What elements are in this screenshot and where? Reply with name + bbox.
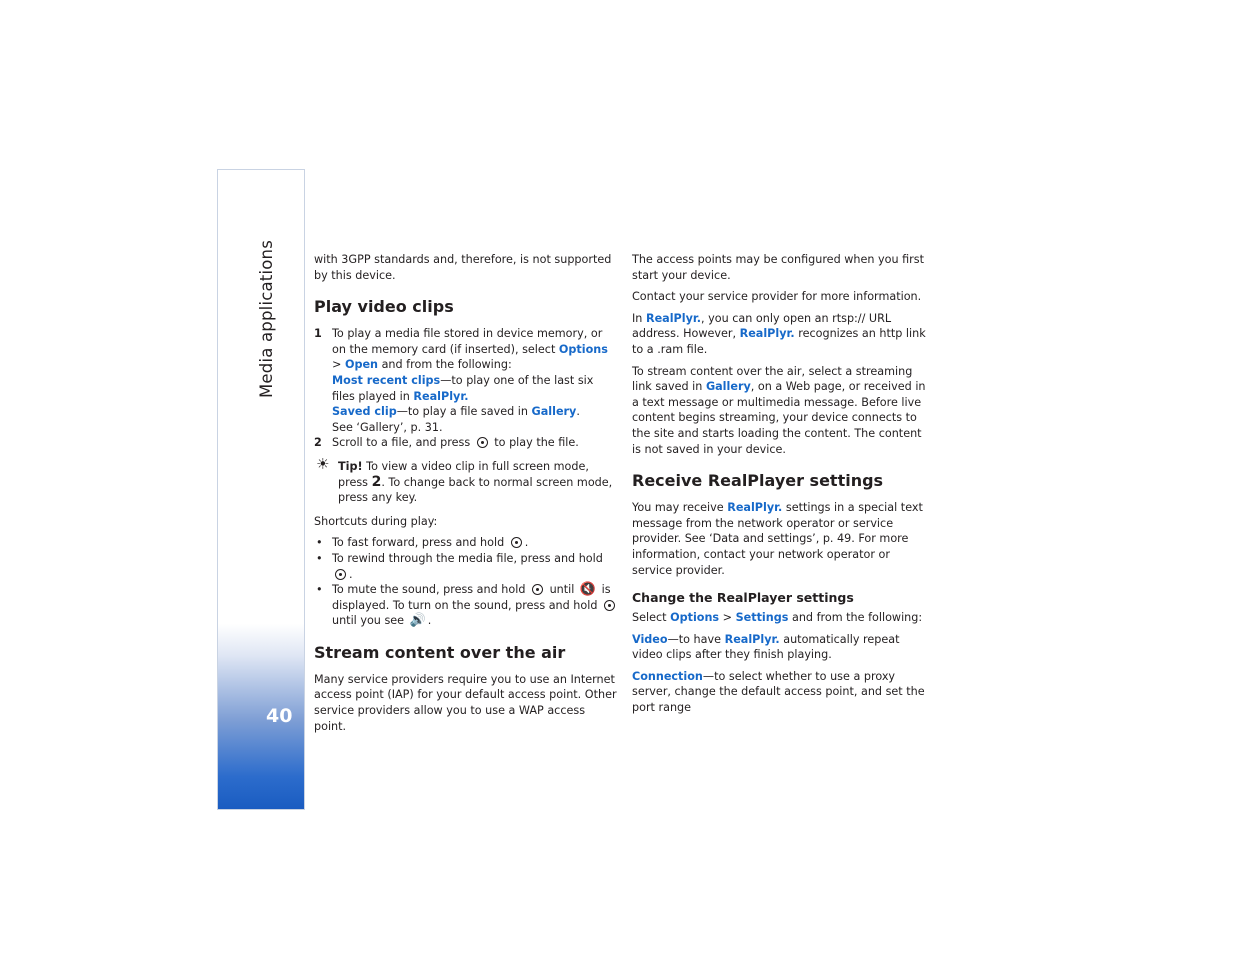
stream-paragraph: Many service providers require you to use an Internet access point (IAP) for your default access point. Other service providers allow you to use a WAP access point. (314, 672, 617, 733)
rtsp-paragraph: In RealPlyr., you can only open an rtsp:// URL address. However, RealPlyr. recognizes an http link to a .ram file. (632, 311, 926, 356)
receive-paragraph: You may receive RealPlyr. settings in a special text message from the network operator or service provider. See ‘Data and settings’, p. 49. For more information, contact your network operator or service provider. (632, 501, 923, 577)
gallery-link[interactable]: Gallery (531, 405, 577, 419)
realplyr-link[interactable]: RealPlyr. (727, 501, 783, 515)
right-column (632, 252, 932, 722)
realplyr-link[interactable]: RealPlyr. (724, 632, 780, 646)
mute-icon: 🔇 (579, 582, 597, 598)
realplyr-link[interactable]: RealPlyr. (739, 327, 795, 341)
heading-receive-settings: Receive RealPlayer settings (632, 471, 884, 491)
access-points-paragraph: The access points may be configured when you first start your device. (632, 253, 924, 282)
navi-key-left-icon (532, 584, 543, 595)
navi-key-down-icon (335, 569, 346, 580)
left-column (314, 252, 619, 740)
options-link[interactable]: Options (670, 611, 720, 625)
select-paragraph: Select Options > Settings and from the following: (632, 611, 923, 625)
shortcuts-label: Shortcuts during play: (314, 514, 438, 528)
navi-key-up-icon (511, 537, 522, 548)
contact-paragraph: Contact your service provider for more information. (632, 290, 922, 304)
realplyr-link[interactable]: RealPlyr. (413, 389, 469, 403)
tip-label: Tip! (338, 459, 363, 473)
list-item: • To fast forward, press and hold . (314, 535, 619, 551)
gallery-link[interactable]: Gallery (705, 380, 751, 394)
step-2: 2 Scroll to a file, and press to play the file. (314, 436, 579, 450)
connection-setting-paragraph: Connection—to select whether to use a proxy server, change the default access point, and set the port range (632, 669, 925, 715)
heading-play-video-clips: Play video clips (314, 297, 454, 317)
speaker-icon: 🔊 (409, 613, 426, 629)
step-number: 1 (314, 327, 322, 341)
intro-paragraph: with 3GPP standards and, therefore, is not supported by this device. (314, 253, 612, 282)
connection-link[interactable]: Connection (632, 669, 703, 683)
navi-key-icon (477, 437, 488, 448)
realplyr-link[interactable]: RealPlyr. (645, 311, 702, 325)
tip-lightbulb-icon: ☀ (316, 454, 330, 473)
video-link[interactable]: Video (632, 632, 668, 646)
page-number: 40 (266, 705, 293, 727)
key-2-icon: 2 (371, 473, 382, 490)
shortcut-list (314, 535, 619, 629)
heading-change-settings: Change the RealPlayer settings (632, 590, 854, 606)
list-item: • To rewind through the media file, press and hold . (314, 551, 619, 582)
video-setting-paragraph: Video—to have RealPlyr. automatically repeat video clips after they finish playing. (632, 632, 900, 662)
heading-stream-content: Stream content over the air (314, 642, 566, 662)
tip-box: ☀ Tip! To view a video clip in full screen mode, press 2. To change back to normal screen mode, press any key. (316, 454, 613, 505)
most-recent-clips-link[interactable]: Most recent clips (332, 373, 441, 387)
navi-key-right-icon (604, 600, 615, 611)
settings-link[interactable]: Settings (735, 611, 789, 625)
saved-clip-link[interactable]: Saved clip (332, 405, 397, 419)
list-item: • To mute the sound, press and hold until 🔇 is displayed. To turn on the sound, press and hold until you see 🔊 . (314, 582, 619, 629)
see-gallery-ref: See ‘Gallery’, p. 31. (332, 420, 443, 434)
streaming-paragraph: To stream content over the air, select a streaming link saved in Gallery, on a Web page, or received in a text message or multimedia message. Before live content begins streaming, your device connects to the site and starts loading the content. The content is not saved in your device. (632, 364, 926, 456)
options-link[interactable]: Options (558, 342, 608, 356)
open-link[interactable]: Open (344, 358, 379, 372)
section-title: Media applications (257, 239, 276, 398)
step-number: 2 (314, 436, 322, 450)
step-1: 1 To play a media file stored in device memory, or on the memory card (if inserted), select Options > Open and from the following: Most recent clips—to play one of the last six files played in RealPlyr. Saved clip—to play a file saved in Gallery. See ‘Gallery’, p. 31. (314, 327, 608, 434)
